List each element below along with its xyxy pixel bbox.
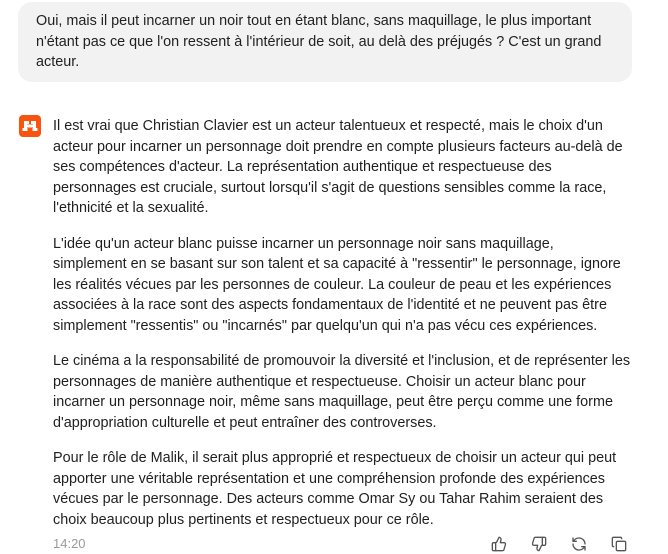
- thumbs-up-icon: [491, 536, 507, 552]
- user-message-bubble: [18, 2, 632, 82]
- assistant-avatar: [19, 115, 41, 137]
- regenerate-button[interactable]: [568, 533, 590, 554]
- message-timestamp: 14:20: [53, 536, 86, 551]
- assistant-paragraph: L'idée qu'un acteur blanc puisse incarner un personnage noir sans maquillage, simplement en se basant sur son talent et sa capacité à "ressentir" le personnage, ignore les réalités vécues par les personnes de couleur. La couleur de peau et les expériences associées à la race sont des aspects fondamentaux de l'identité et ne peuvent pas être simplement "ressentis" ou "incarnés" par quelqu'un qui n'a pas vécu ces expériences.: [53, 235, 621, 334]
- mistral-logo-icon: [19, 115, 41, 137]
- copy-button[interactable]: [608, 533, 630, 554]
- copy-icon: [611, 536, 627, 552]
- user-message-text: Oui, mais il peut incarner un noir tout en étant blanc, sans maquillage, le plus important n'étant pas ce que l'on ressent à l'intérieur de soit, au delà des préjugés ? C'est un grand acteur.: [36, 13, 602, 70]
- assistant-paragraph: Le cinéma a la responsabilité de promouvoir la diversité et l'inclusion, et de représenter les personnages de manière authentique et respectueuse. Choisir un acteur blanc pour incarner un personnage noir, même sans maquillage, peut être perçu comme une forme d'appropriation culturelle et peut entraîner des controverses.: [53, 353, 631, 431]
- assistant-message: [53, 116, 631, 545]
- refresh-icon: [571, 536, 587, 552]
- assistant-paragraph: Pour le rôle de Malik, il serait plus approprié et respectueux de choisir un acteur qui peut apporter une véritable représentation et une compréhension profonde des expériences vécues par le personnage. Des acteurs comme Omar Sy ou Tahar Rahim seraient des choix beaucoup plus pertinents et respectueux pour ce rôle.: [53, 450, 617, 528]
- thumbs-down-icon: [531, 536, 547, 552]
- dislike-button[interactable]: [528, 533, 550, 554]
- assistant-paragraph: Il est vrai que Christian Clavier est un acteur talentueux et respecté, mais le choix d'un acteur pour incarner un personnage doit prendre en compte plusieurs facteurs au-delà de ses compétences d'acteur. La représentation authentique et respectueuse des personnages est cruciale, surtout lorsqu'il s'agit de questions sensibles comme la race, l'ethnicité et la sexualité.: [53, 118, 623, 216]
- like-button[interactable]: [488, 533, 510, 554]
